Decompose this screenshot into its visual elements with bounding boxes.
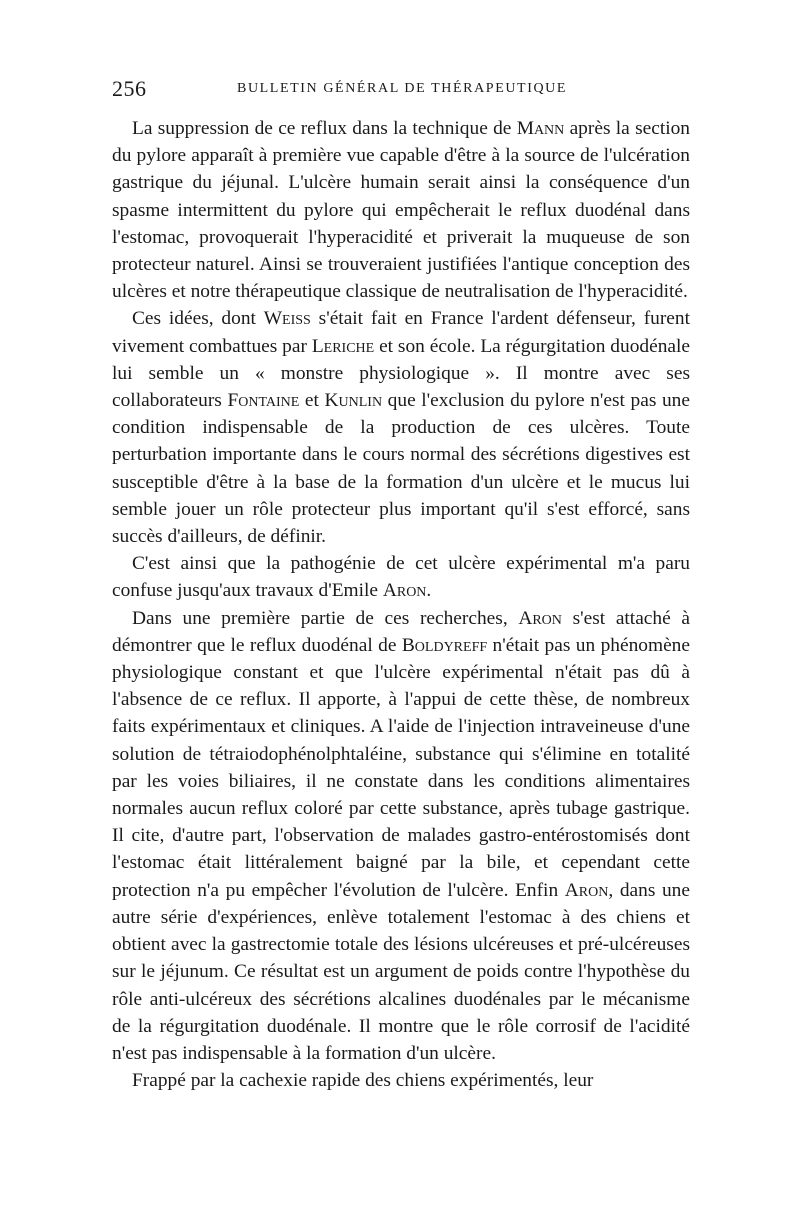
text-segment: que l'exclusion du pylore n'est pas une condition indispensable de la production de ces ulcères. Toute perturbation importante dans le cours normal des sécrétions digestives est susceptible d'être à la base de la formation d'un ulcère et le mucus lui semble jouer un rôle protecteur plus important qu'il s'est efforcé, sans succès d'ailleurs, de définir. bbox=[112, 390, 690, 548]
text-segment: Frappé par la cachexie rapide des chiens expérimentés, leur bbox=[132, 1070, 594, 1092]
text-segment: . bbox=[426, 580, 432, 602]
running-header bbox=[112, 76, 702, 100]
text-segment: Ces idées, dont bbox=[132, 308, 264, 330]
author-name: Boldyreff bbox=[401, 634, 488, 656]
paragraph-4 bbox=[112, 605, 690, 1067]
text-segment: Dans une première partie de ces recherches, bbox=[132, 607, 519, 629]
text-segment: et bbox=[299, 390, 325, 412]
author-name: Aron bbox=[518, 607, 562, 629]
paragraph-3 bbox=[112, 550, 690, 604]
text-segment: C'est ainsi que la pathogénie de cet ulcère expérimental m'a paru confuse jusqu'aux travaux d'Emile bbox=[112, 553, 690, 602]
author-name: Fontaine bbox=[227, 390, 300, 412]
text-segment: et son école. La régurgitation duodénale lui semble un « monstre physiologique ». Il montre avec ses collaborateurs bbox=[112, 335, 690, 412]
text-segment: s'est attaché à démontrer que le reflux duodénal de bbox=[112, 607, 690, 656]
author-name: Weiss bbox=[263, 308, 311, 330]
text-segment: , dans une autre série d'expériences, enlève totalement l'estomac à des chiens et obtient avec la gastrectomie totale des lésions ulcéreuses et pré-ulcéreuses sur le jéjunum. Ce résultat est un argument de poids contre l'hypothèse du rôle anti-ulcéreux des sécrétions alcalines duodénales par le mécanisme de la régurgitation duodénale. Il montre que le rôle corrosif de l'acidité n'est pas indispensable à la formation d'un ulcère. bbox=[112, 879, 690, 1064]
author-name: Kunlin bbox=[324, 390, 383, 412]
author-name: Mann bbox=[516, 118, 565, 139]
text-segment: s'était fait en France l'ardent défenseur, furent vivement combattues par bbox=[112, 308, 690, 357]
paragraph-2 bbox=[112, 305, 690, 550]
text-segment: après la section du pylore apparaît à première vue capable d'être à la source de l'ulcération gastrique du jéjunal. L'ulcère humain serait ainsi la conséquence d'un spasme intermittent du pylore qui empêcherait le reflux duodénal dans l'estomac, provoquerait l'hyperacidité et priverait la muqueuse de son protecteur naturel. Ainsi se trouveraient justifiées l'antique conception des ulcères et notre thérapeutique classique de neutralisation de l'hyperacidité. bbox=[112, 118, 690, 303]
text-segment: La suppression de ce reflux dans la technique de bbox=[132, 118, 517, 139]
author-name: Aron bbox=[564, 879, 609, 901]
page-number: 256 bbox=[112, 76, 147, 101]
paragraph-5 bbox=[112, 1067, 690, 1094]
text-segment: n'était pas un phénomène physiologique constant et que l'ulcère expérimental n'était pas dû à l'absence de ce reflux. Il apporte, à l'appui de cette thèse, de nombreux faits expérimentaux et cliniques. A l'aide de l'injection intraveineuse d'une solution de tétraiodophénolphtaléine, substance qui s'élimine en totalité par les voies biliaires, il ne constate dans les conditions alimentaires normales aucun reflux coloré par cette substance, après tubage gastrique. Il cite, d'autre part, l'observation de malades gastro-entérostomisés dont l'estomac était littéralement baigné par la bile, et cependant cette protection n'a pu empêcher l'évolution de l'ulcère. Enfin bbox=[112, 634, 690, 901]
paragraph-1 bbox=[112, 115, 690, 305]
journal-title: BULLETIN GÉNÉRAL DE THÉRAPEUTIQUE bbox=[237, 81, 568, 96]
author-name: Aron bbox=[382, 580, 427, 602]
body-text bbox=[112, 115, 690, 1094]
author-name: Leriche bbox=[311, 335, 375, 357]
